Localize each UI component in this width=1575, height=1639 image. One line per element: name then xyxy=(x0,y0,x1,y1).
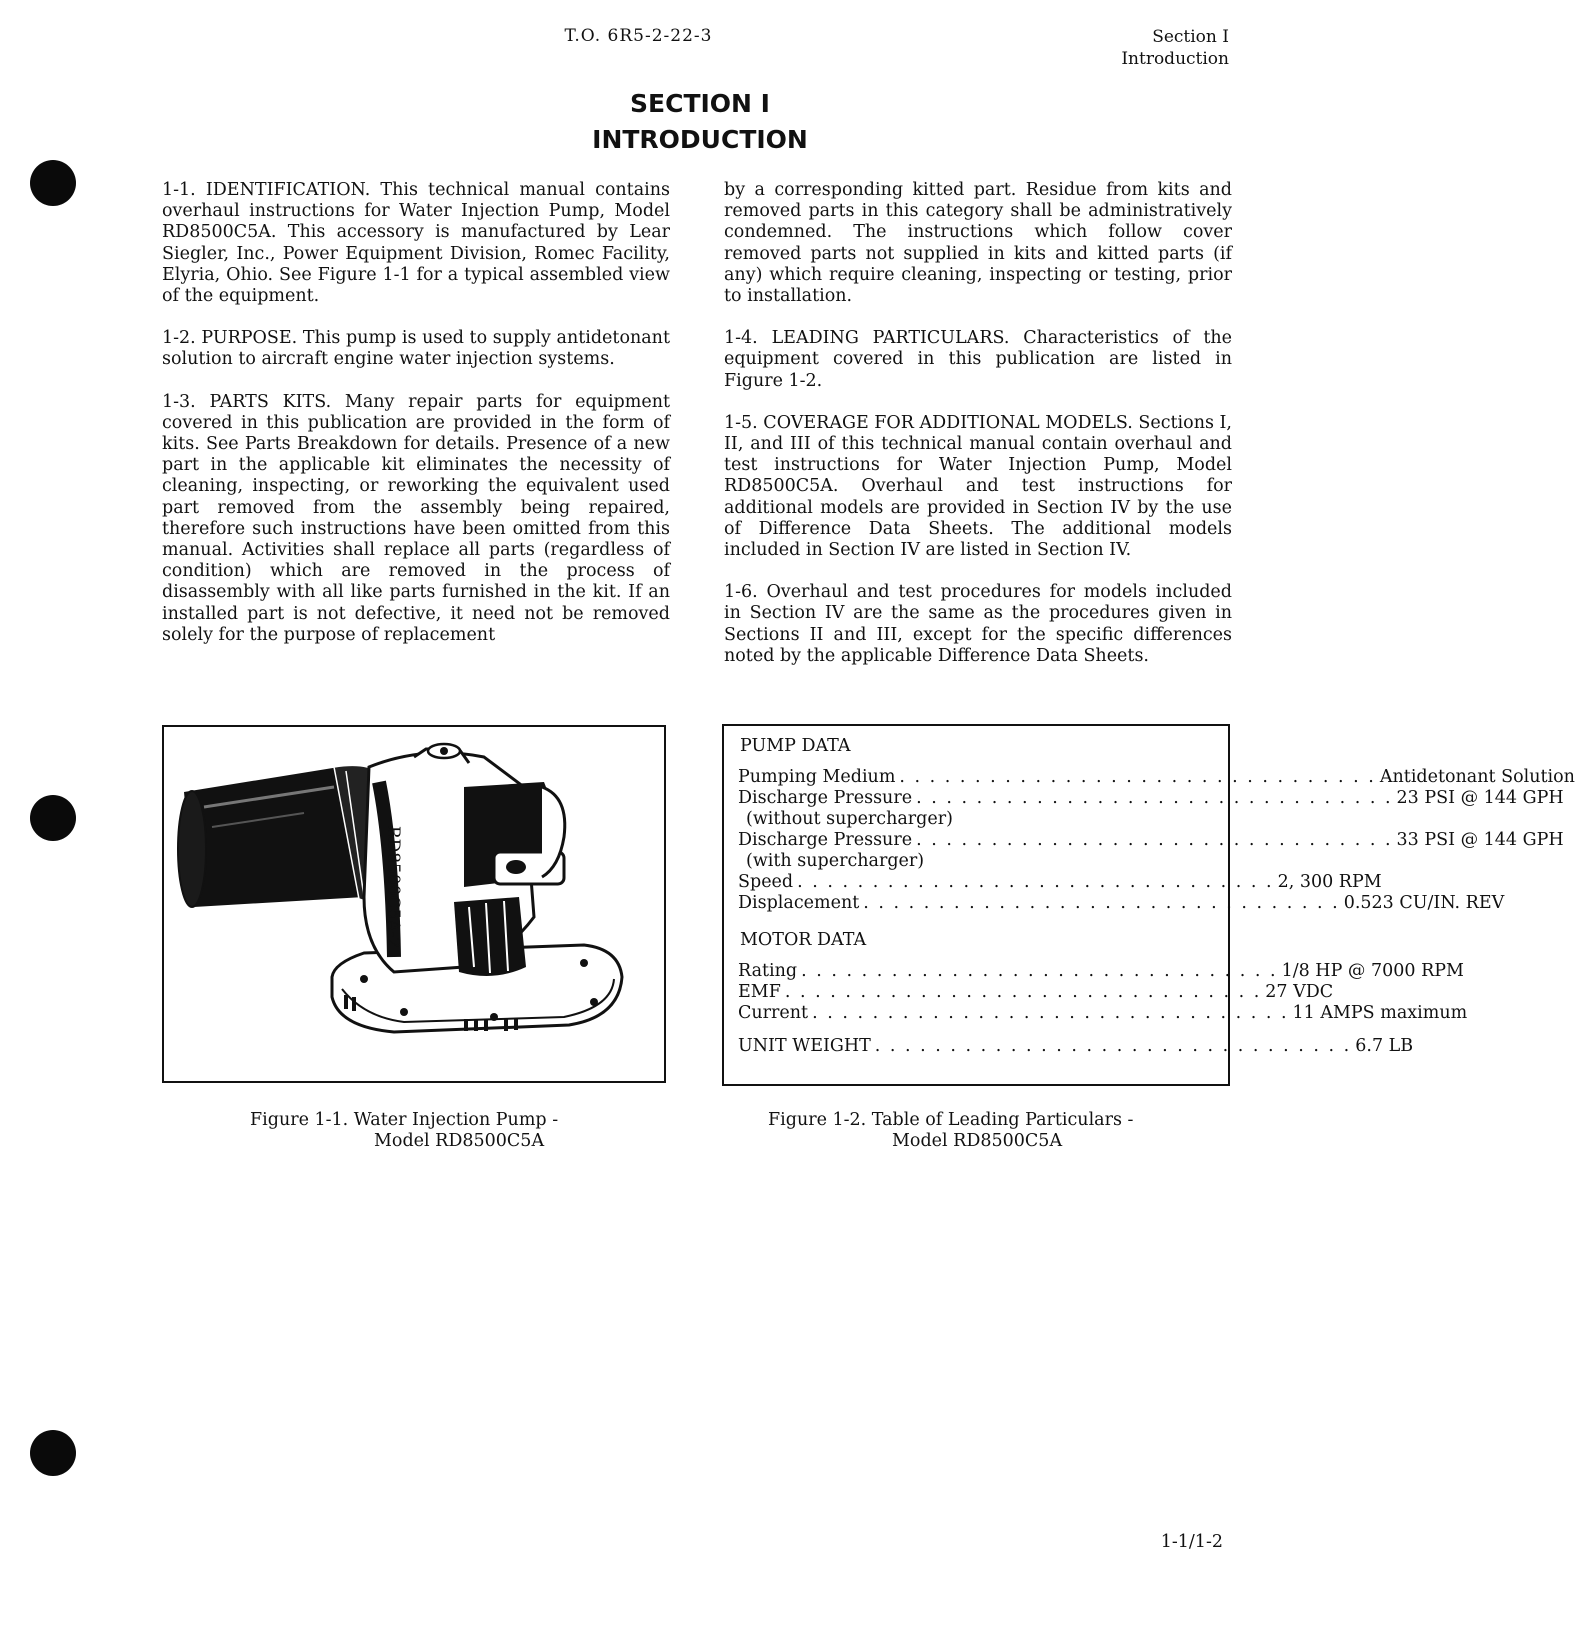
paragraph-parts-kits-cont: by a corresponding kitted part. Residue from kits and removed parts in this category shall be administratively condemned. The instructions which follow cover removed parts not supplied in kits and kitted parts (if any) which require cleaning, inspecting or testing, prior to installation. xyxy=(724,180,1232,307)
binder-hole xyxy=(30,160,76,206)
figure1-caption: Figure 1-1. Water Injection Pump - Model RD8500C5A xyxy=(250,1110,559,1151)
pump-stamp-text: RD8500C5A-2 xyxy=(383,825,403,949)
right-column xyxy=(724,180,1232,688)
paragraph-coverage: 1-5. COVERAGE FOR ADDITIONAL MODELS. Sections I, II, and III of this technical manual contain overhaul and test instructions for Water Injection Pump, Model RD8500C5A. Overhaul and test instructions for additional models are provided in Section IV by the use of Difference Data Sheets. The additional models included in Section IV are listed in Section IV. xyxy=(724,412,1232,561)
row-displacement: Displacement . . . . . . . . . . . . . . . . . . . . . . . . . . . . . . . . 0.523 CU/IN. REV xyxy=(738,893,1505,913)
binder-hole xyxy=(30,795,76,841)
row-unit-weight: UNIT WEIGHT . . . . . . . . . . . . . . . . . . . . . . . . . . . . . . . . 6.7 LB xyxy=(738,1036,1414,1056)
paragraph-identification: 1-1. IDENTIFICATION. This technical manual contains overhaul instructions for Water Injection Pump, Model RD8500C5A. This accessory is manufactured by Lear Siegler, Inc., Power Equipment Division, Romec Facility, Elyria, Ohio. See Figure 1-1 for a typical assembled view of the equipment. xyxy=(162,180,670,307)
row-pumping-medium: Pumping Medium . . . . . . . . . . . . . . . . . . . . . . . . . . . . . . . . Antidetonant Solution xyxy=(738,767,1575,787)
row-emf: EMF . . . . . . . . . . . . . . . . . . . . . . . . . . . . . . . . 27 VDC xyxy=(738,982,1334,1002)
left-column xyxy=(162,180,670,667)
figure2-caption: Figure 1-2. Table of Leading Particulars - Model RD8500C5A xyxy=(768,1110,1134,1151)
figure-pump-illustration xyxy=(162,725,666,1083)
section-title-label: Introduction xyxy=(1121,49,1229,69)
leading-particulars-table xyxy=(722,724,1575,1086)
pump-data-heading: PUMP DATA xyxy=(740,736,851,756)
page-title xyxy=(0,86,1400,158)
motor-data-heading: MOTOR DATA xyxy=(740,930,867,950)
paragraph-procedures: 1-6. Overhaul and test procedures for models included in Section IV are the same as the procedures given in Sections II and III, except for the specific differences noted by the applicable Difference Data Sheets. xyxy=(724,582,1232,666)
pump-drawing xyxy=(164,727,664,1081)
binder-hole xyxy=(30,1430,76,1476)
title-line2: INTRODUCTION xyxy=(592,125,808,154)
paragraph-parts-kits: 1-3. PARTS KITS. Many repair parts for equipment covered in this publication are provided in the form of kits. See Parts Breakdown for details. Presence of a new part in the applicable kit eliminates the necessity of cleaning, inspecting, or reworking the equivalent used part removed from the assembly being repaired, therefore such instructions have been omitted from this manual. Activities shall replace all parts (regardless of condition) which are removed in the process of disassembly with all like parts furnished in the kit. If an installed part is not defective, it need not be removed solely for the purpose of replacement xyxy=(162,391,670,645)
row-speed: Speed . . . . . . . . . . . . . . . . . . . . . . . . . . . . . . . . 2, 300 RPM xyxy=(738,872,1382,892)
note-with-supercharger: (with supercharger) xyxy=(746,851,925,871)
title-line1: SECTION I xyxy=(630,89,770,118)
section-header xyxy=(1121,26,1229,70)
paragraph-leading-particulars: 1-4. LEADING PARTICULARS. Characteristics of the equipment covered in this publication are listed in Figure 1-2. xyxy=(724,328,1232,391)
row-current: Current . . . . . . . . . . . . . . . . . . . . . . . . . . . . . . . . 11 AMPS maximum xyxy=(738,1003,1468,1023)
note-without-supercharger: (without supercharger) xyxy=(746,809,953,829)
row-discharge-pressure-2: Discharge Pressure . . . . . . . . . . . . . . . . . . . . . . . . . . . . . . . . 33 PSI @ 144 GPH xyxy=(738,830,1564,850)
paragraph-purpose: 1-2. PURPOSE. This pump is used to supply antidetonant solution to aircraft engine water injection systems. xyxy=(162,328,670,370)
row-rating: Rating . . . . . . . . . . . . . . . . . . . . . . . . . . . . . . . . 1/8 HP @ 7000 RPM xyxy=(738,961,1464,981)
page-number: 1-1/1-2 xyxy=(1160,1532,1223,1552)
row-discharge-pressure-1: Discharge Pressure . . . . . . . . . . . . . . . . . . . . . . . . . . . . . . . . 23 PSI @ 144 GPH xyxy=(738,788,1564,808)
doc-number: T.O. 6R5-2-22-3 xyxy=(564,26,713,46)
section-label: Section I xyxy=(1152,27,1229,47)
